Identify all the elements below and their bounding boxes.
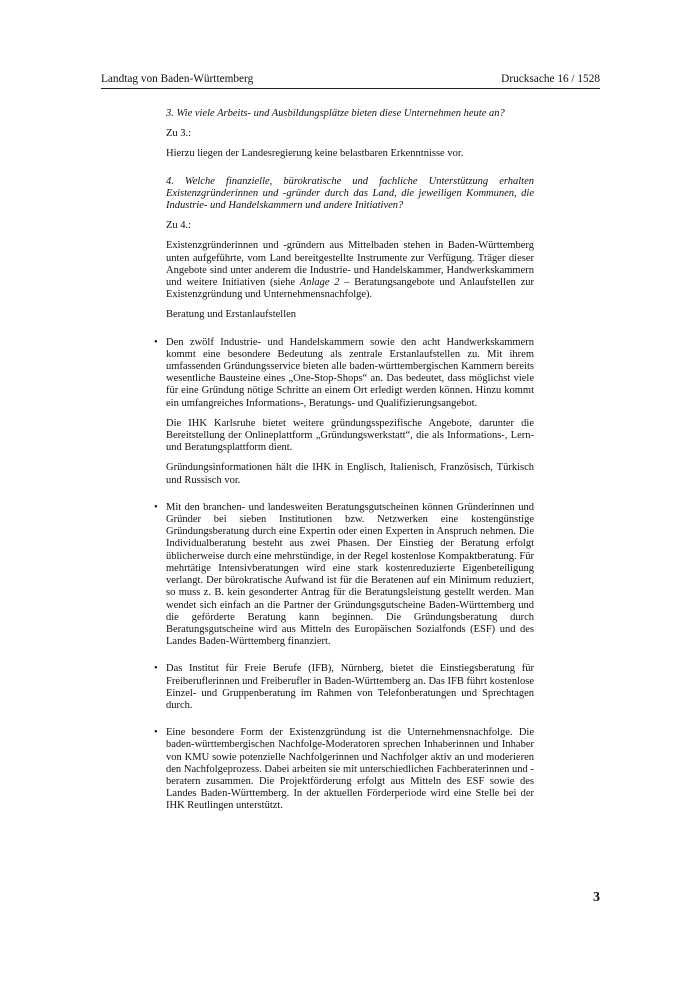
- list-item: [154, 501, 534, 648]
- list-item: [154, 727, 534, 812]
- answer-3-text: Hierzu liegen der Landesregierung keine belastbaren Erkenntnisse vor.: [166, 148, 464, 160]
- header-parliament: Landtag von Baden-Württemberg: [101, 73, 254, 85]
- bullet-icon: •: [154, 336, 158, 348]
- document-body: [154, 108, 534, 813]
- question-3: 3. Wie viele Arbeits- und Ausbildungsplätze bieten diese Unternehmen heute an?: [166, 108, 505, 119]
- bullet-paragraph: Das Institut für Freie Berufe (IFB), Nürnberg, bietet die Einstiegsberatung für Freiberuflerinnen und Freiberufler in Baden-Württemberg an. Das IFB führt kostenlose Einzel- und Gruppenberatung im Rahmen von Telefonberatungen und Sprechtagen durch.: [166, 663, 534, 711]
- answer-4-intro: [166, 240, 534, 301]
- intro-text-after: – Beratungsangebote und Anlaufstellen zur Existenzgründung und Unternehmensnachfolge).: [166, 277, 534, 301]
- bullet-paragraph: Mit den branchen- und landesweiten Beratungsgutscheinen können Gründerinnen und Gründer bei sieben Institutionen bzw. Netzwerken eine kostengünstige Gründungsberatung durch eine Expertin oder einen Experten in Anspruch nehmen. Die Individualberatung besteht aus zwei Phasen. Der Einstieg der Beratung erfolgt üblicherweise durch eine mehrstündige, in der Regel kostenlose Kompaktberatung. Für mehrtätige Intensivberatungen wird eine stark kostenreduzierte Eigenbeteiligung verlangt. Der bürokratische Aufwand ist für die Beratenen auf ein Minimum reduziert, so muss z. B. kein gesonderter Antrag für die Beratungsleistung gestellt werden. Man wendet sich einfach an die Partner der Gründungsgutscheine Baden-Württemberg und die geförderte Beratung kann beginnen. Die Gründungsberatung durch Beratungsgutscheine wird aus Mitteln des Europäischen Sozialfonds (ESF) und des Landes Baden-Württemberg finanziert.: [166, 501, 534, 648]
- bullet-paragraph: Die IHK Karlsruhe bietet weitere gründungsspezifische Angebote, darunter die Bereitstellung der Onlineplattform „Gründungswerkstatt“, die als Informations-, Lern- und Beratungsplattform dient.: [166, 417, 534, 454]
- intro-text-before: Existenzgründerinnen und -gründern aus Mittelbaden stehen in Baden-Württemberg unten aufgeführte, vom Land bereitgestellte Instrumente zur Verfügung. Träger dieser Angebote sind unter anderem die Industrie- und Handelskammer, Handwerkskammern und weitere Initiativen (siehe: [166, 240, 534, 289]
- bullet-paragraph: Den zwölf Industrie- und Handelskammern sowie den acht Handwerkskammern kommt eine besondere Bedeutung als zentrale Erstanlaufstellen zu. Mit ihrem umfassenden Gründungsservice bieten alle baden-württembergischen Kammern bereits wesentliche Bausteine eines „One-Stop-Shops“ an. Das bedeutet, dass möglichst viele für eine Gründung nötige Schritte an einem Ort erledigt werden können. Hinzu kommt ein umfangreiches Informations-, Beratungs- und Qualifizierungsangebot.: [166, 336, 534, 409]
- answer-3-label: Zu 3.:: [166, 128, 192, 140]
- list-item: [154, 663, 534, 712]
- bullet-icon: •: [154, 663, 158, 675]
- section-subheading: Beratung und Erstanlaufstellen: [166, 309, 297, 321]
- bullet-icon: •: [154, 501, 158, 513]
- question-4: 4. Welche finanzielle, bürokratische und fachliche Unterstützung erhalten Existenzgründerinnen und -gründer durch das Land, die jeweiligen Kommunen, die Industrie- und Handelskammern und andere Initiativen?: [166, 175, 534, 212]
- answer-4-label: Zu 4.:: [166, 220, 192, 232]
- bullet-icon: •: [154, 727, 158, 739]
- header-document-number: Drucksache 16 / 1528: [501, 73, 600, 85]
- bullet-paragraph: Gründungsinformationen hält die IHK in Englisch, Italienisch, Französisch, Türkisch und Russisch vor.: [166, 462, 534, 486]
- list-item: [154, 336, 534, 487]
- bullet-paragraph: Eine besondere Form der Existenzgründung ist die Unternehmensnachfolge. Die baden-württembergischen Nachfolge-Moderatoren sprechen Inhaberinnen und Inhaber von KMU sowie potenzielle Nachfolgerinnen und Nachfolger aktiv an und moderieren den Nachfolgeprozess. Dabei arbeiten sie mit unterschiedlichen Fachberaterinnen und -beratern zusammen. Die Projektförderung erfolgt aus Mitteln des ESF sowie des Landes Baden-Württemberg. In der aktuellen Förderperiode wird eine Stelle bei der IHK Reutlingen unterstützt.: [166, 727, 534, 812]
- page-header: [101, 72, 600, 89]
- attachment-reference: Anlage 2: [299, 277, 340, 289]
- page-number: 3: [593, 890, 600, 905]
